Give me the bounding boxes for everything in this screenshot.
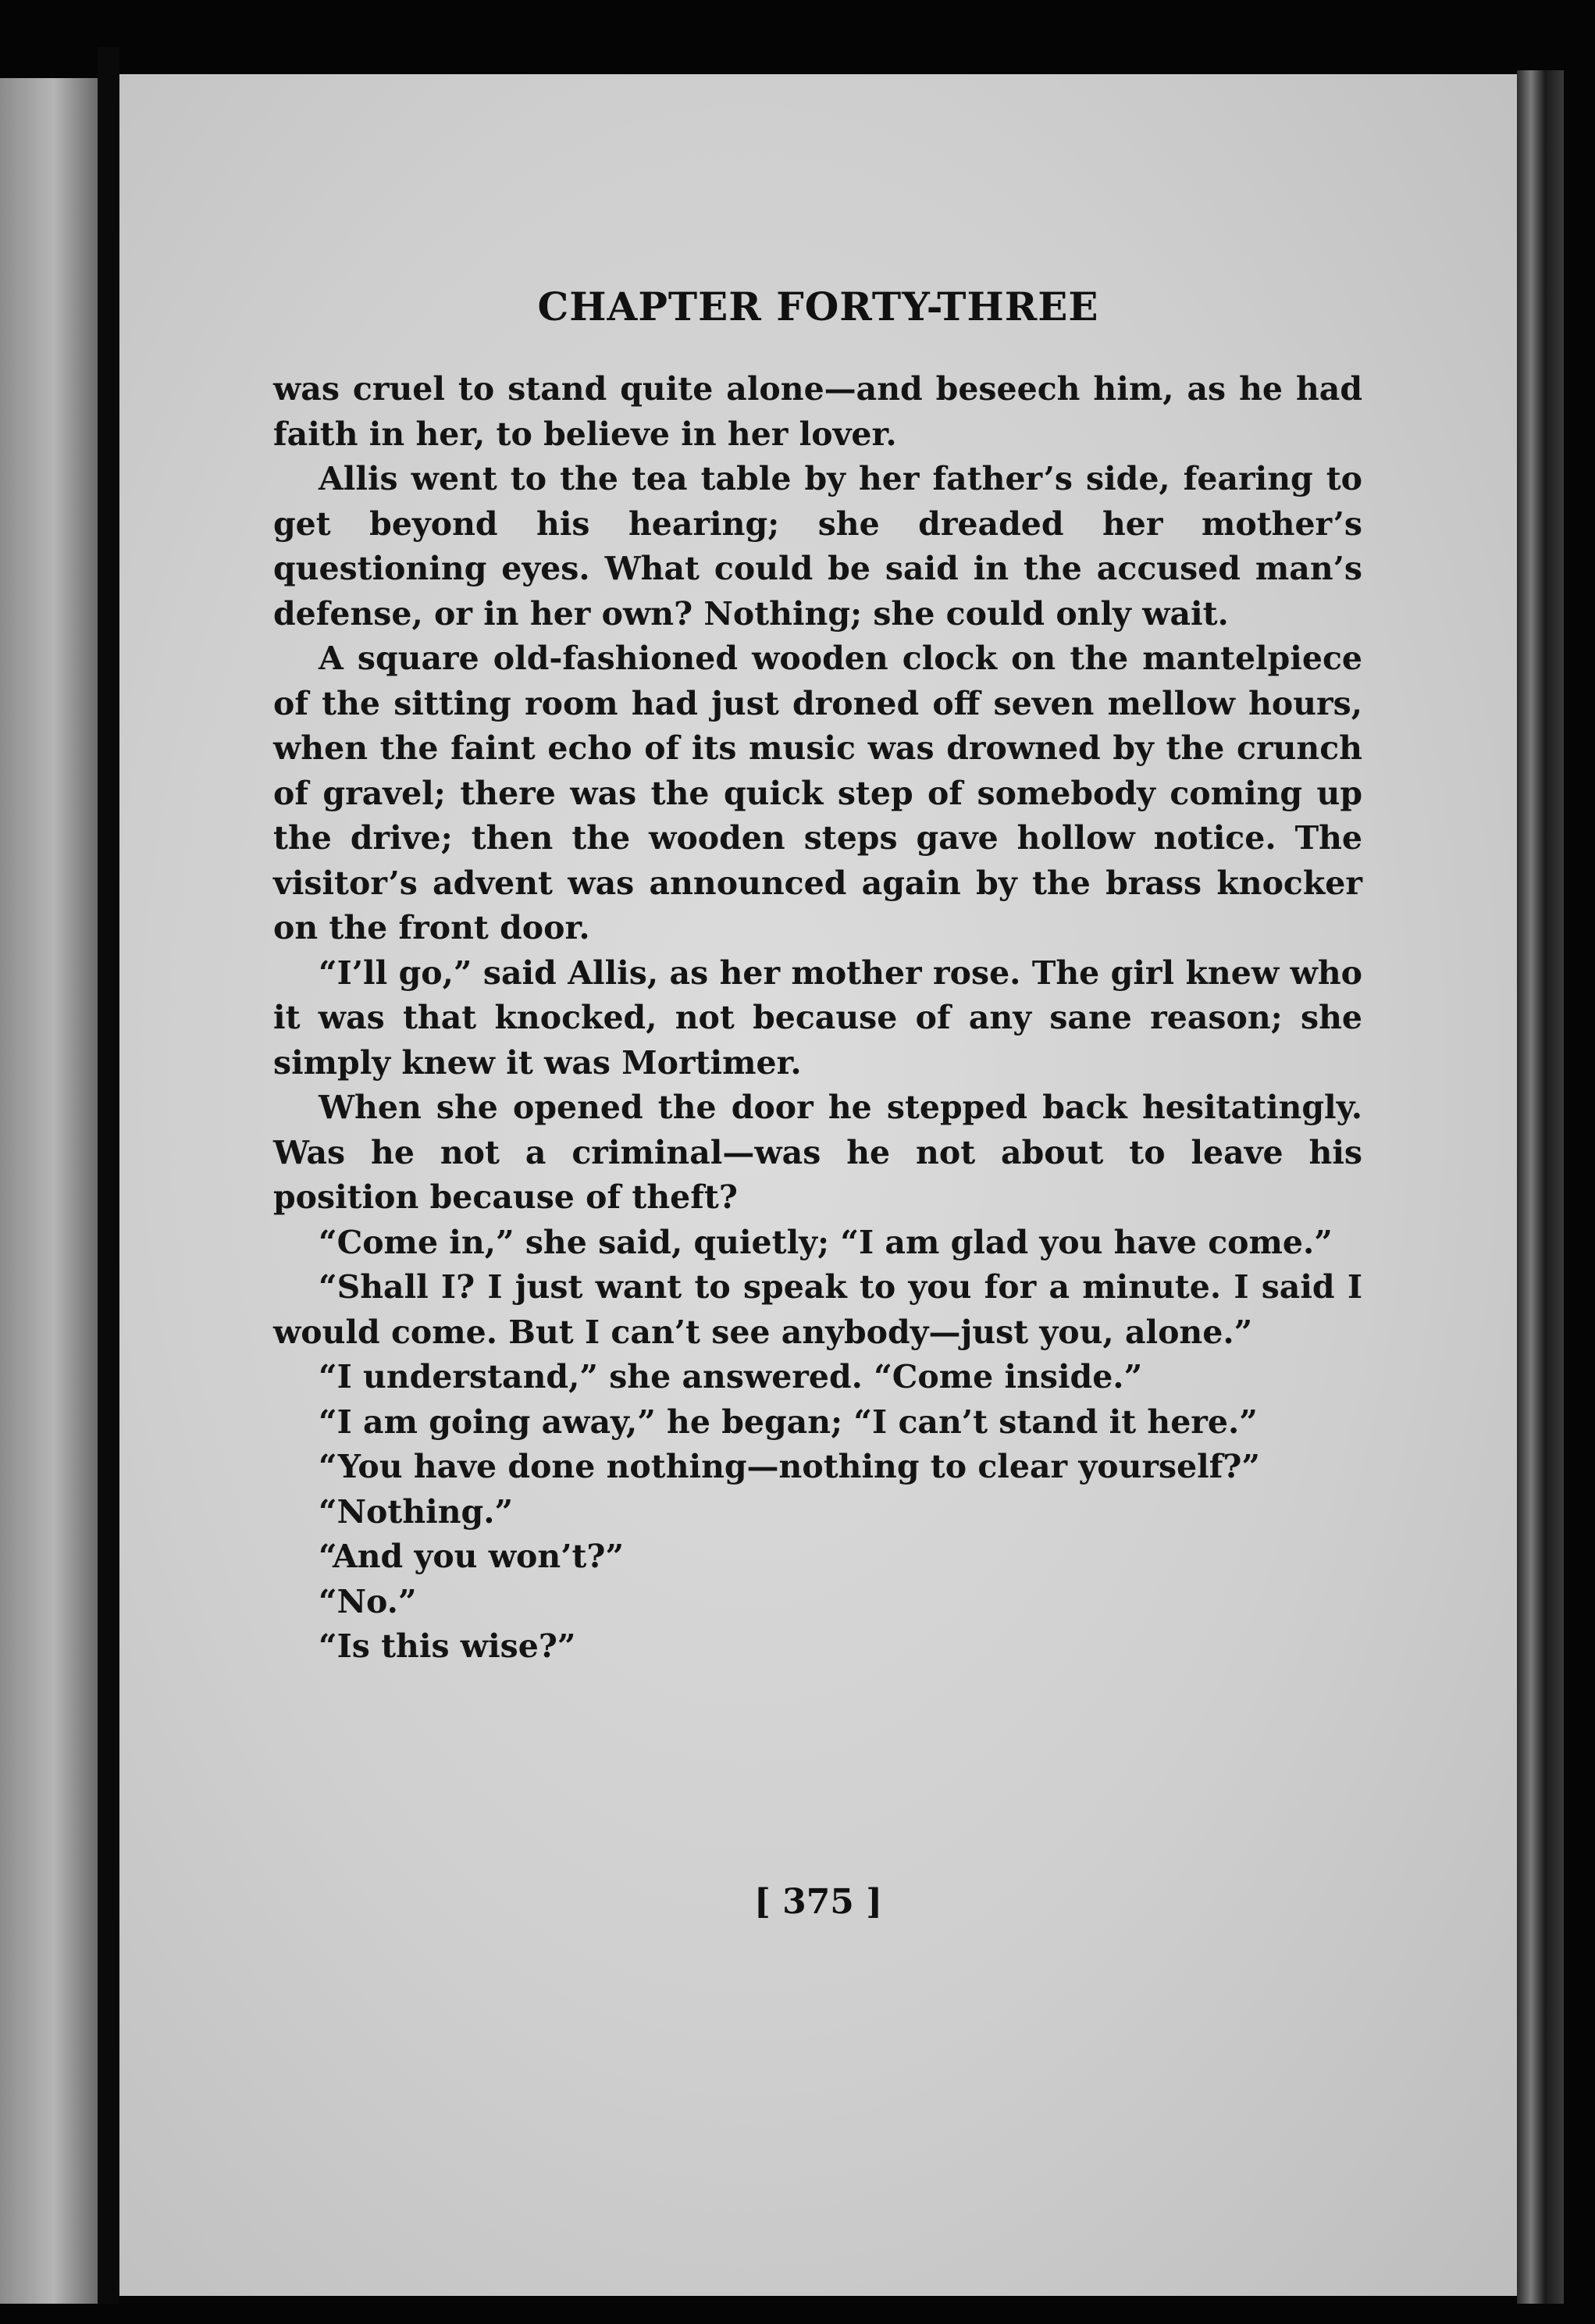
paragraph: “Shall I? I just want to speak to you for a minute. I said I would come. But I can’t see anybody—just you, alone.”	[273, 1268, 1362, 1351]
paragraph: “You have done nothing—nothing to clear yourself?”	[319, 1448, 1260, 1485]
paragraph: “I’ll go,” said Allis, as her mother rose. The girl knew who it was that knocked, not because of any sane reason; she simply knew it was Mortimer.	[273, 953, 1362, 1082]
paragraph: Allis went to the tea table by her father’s side, fearing to get beyond his hearing; she dreaded her mother’s questioning eyes. What could be said in the accused man’s defense, or in her own? Nothing; she could only wait.	[273, 460, 1362, 633]
paragraph: “No.”	[319, 1582, 417, 1620]
facing-page-edge	[0, 78, 98, 2304]
page-number: [ 375 ]	[753, 1882, 883, 1922]
paragraph: “Nothing.”	[319, 1492, 514, 1531]
page-stack-edge	[1517, 70, 1564, 2304]
paragraph: When she opened the door he stepped back hesitatingly. Was he not a criminal—was he not about to leave his position because of theft?	[273, 1089, 1362, 1216]
paragraph: “Come in,” she said, quietly; “I am glad you have come.”	[319, 1223, 1333, 1261]
chapter-title: CHAPTER FORTY-THREE	[537, 283, 1099, 330]
paragraph: “Is this wise?”	[319, 1627, 576, 1665]
paragraph: “I am going away,” he began; “I can’t stand it here.”	[319, 1403, 1258, 1441]
paragraph: was cruel to stand quite alone—and beseech him, as he had faith in her, to believe in her lover.	[273, 370, 1362, 453]
paragraph: “I understand,” she answered. “Come inside.”	[319, 1358, 1143, 1395]
book-gutter	[98, 47, 119, 2304]
paragraph: “And you won’t?”	[319, 1538, 625, 1575]
body-text	[273, 367, 1362, 1670]
paragraph: A square old-fashioned wooden clock on the mantelpiece of the sitting room had just droned off seven mellow hours, when the faint echo of its music was drowned by the crunch of gravel; there was the quick step of somebody coming up the drive; then the wooden steps gave hollow notice. The visitor’s advent was announced again by the brass knocker on the front door.	[273, 640, 1362, 946]
book-page	[119, 74, 1517, 2296]
